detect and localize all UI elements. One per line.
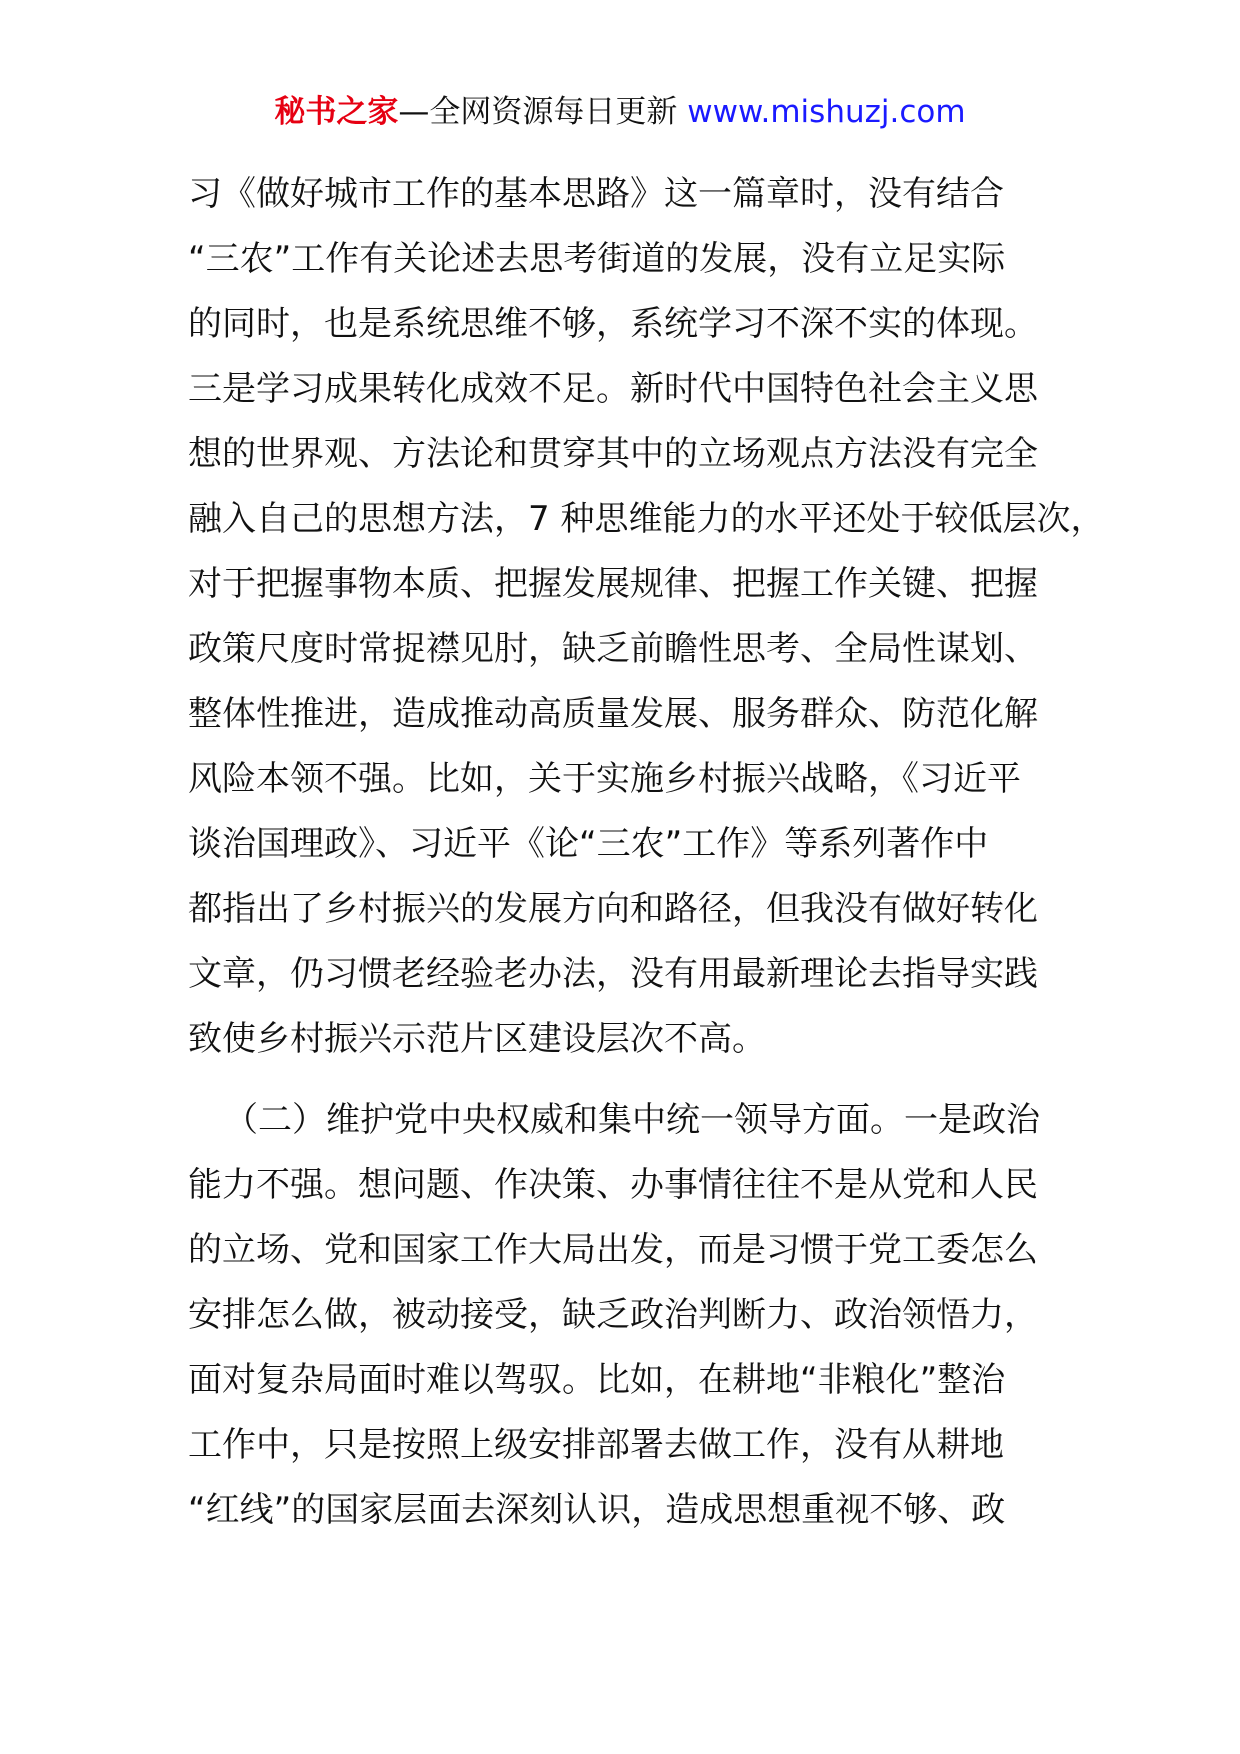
site-brand: 秘书之家 (274, 94, 399, 130)
text-line: 的立场、党和国家工作大局出发，而是习惯于党工委怎么 (188, 1230, 1038, 1270)
text-line: 谈治国理政》、习近平《论“三农”工作》等系列著作中 (188, 824, 989, 864)
text-line: 三是学习成果转化成效不足。新时代中国特色社会主义思 (188, 369, 1038, 409)
text-line: 能力不强。想问题、作决策、办事情往往不是从党和人民 (188, 1165, 1038, 1205)
text-line: 文章，仍习惯老经验老办法，没有用最新理论去指导实践 (188, 954, 1038, 994)
text-line: 面对复杂局面时难以驾驭。比如，在耕地“非粮化”整治 (188, 1360, 1006, 1400)
text-line: （二）维护党中央权威和集中统一领导方面。一是政治 (224, 1100, 1040, 1140)
site-header (0, 92, 1240, 132)
text-line: 想的世界观、方法论和贯穿其中的立场观点方法没有完全 (188, 434, 1038, 474)
text-line: 致使乡村振兴示范片区建设层次不高。 (188, 1019, 766, 1059)
text-line: 整体性推进，造成推动高质量发展、服务群众、防范化解 (188, 694, 1038, 734)
site-url-link[interactable]: www.mishuzj.com (687, 94, 966, 130)
text-line: “红线”的国家层面去深刻认识，造成思想重视不够、政 (188, 1490, 1006, 1530)
site-tagline: —全网资源每日更新 (398, 94, 678, 130)
document-body (188, 162, 1105, 1543)
text-line: 都指出了乡村振兴的发展方向和路径，但我没有做好转化 (188, 889, 1038, 929)
text-line: 融入自己的思想方法，7 种思维能力的水平还处于较低层次， (188, 499, 1105, 539)
text-line: 安排怎么做，被动接受，缺乏政治判断力、政治领悟力， (188, 1295, 1038, 1335)
text-line: 风险本领不强。比如，关于实施乡村振兴战略，《习近平 (188, 759, 1021, 799)
text-line: 习《做好城市工作的基本思路》这一篇章时，没有结合 (188, 174, 1004, 214)
text-line: 的同时，也是系统思维不够，系统学习不深不实的体现。 (188, 304, 1038, 344)
text-line: 政策尺度时常捉襟见肘，缺乏前瞻性思考、全局性谋划、 (188, 629, 1038, 669)
paragraph-gap (188, 1072, 1068, 1088)
text-line: “三农”工作有关论述去思考街道的发展，没有立足实际 (188, 239, 1006, 279)
text-line: 对于把握事物本质、把握发展规律、把握工作关键、把握 (188, 564, 1038, 604)
text-line: 工作中，只是按照上级安排部署去做工作，没有从耕地 (188, 1425, 1004, 1465)
paragraph-1 (188, 162, 1105, 1072)
paragraph-2 (188, 1088, 1068, 1543)
